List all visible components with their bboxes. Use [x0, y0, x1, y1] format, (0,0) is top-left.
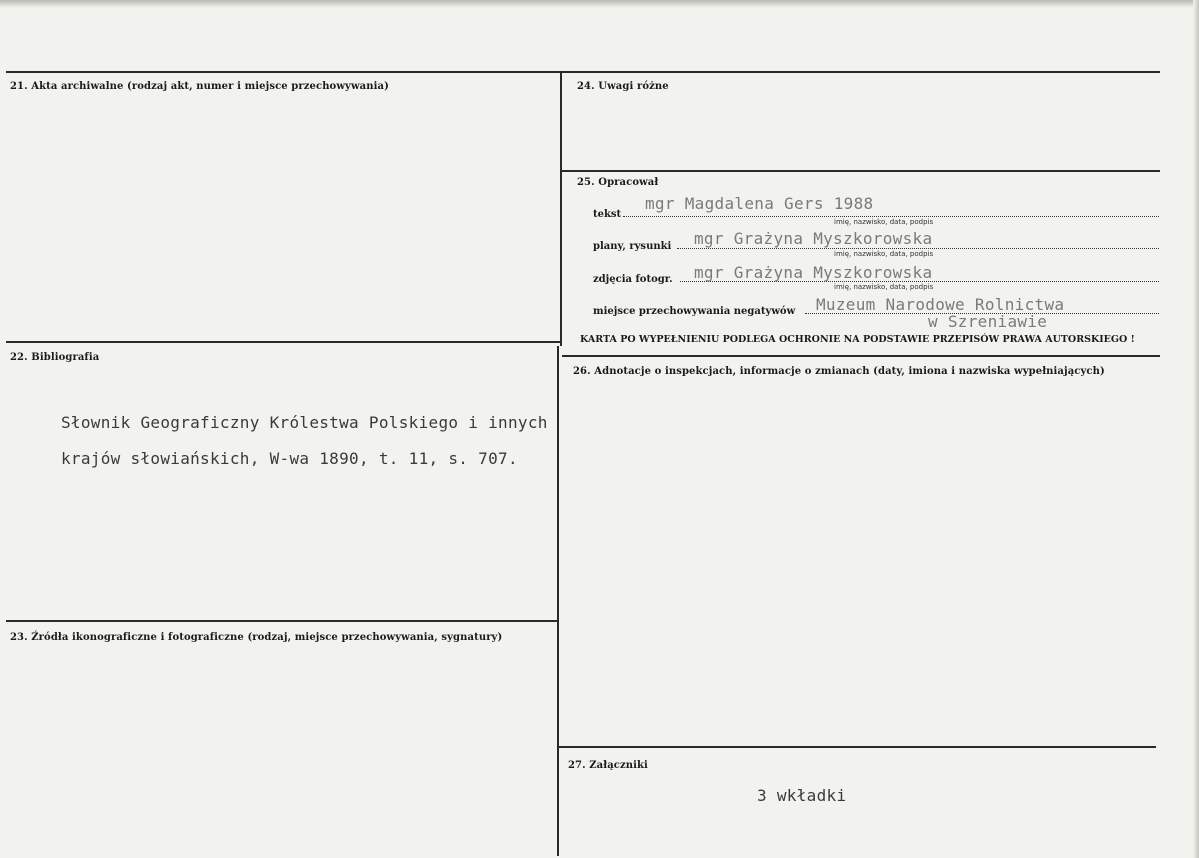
rule-center-lower — [557, 346, 559, 856]
plany-dotted-line — [677, 248, 1159, 249]
plany-caption: imię, nazwisko, data, podpis — [834, 250, 934, 258]
zdjecia-label: zdjęcia fotogr. — [593, 274, 673, 285]
tekst-dotted-line — [623, 216, 1159, 217]
tekst-caption: imię, nazwisko, data, podpis — [834, 218, 934, 226]
miejsce-value-line2: w Szreniawie — [928, 312, 1048, 331]
paper-edge-top — [0, 0, 1199, 8]
plany-label: plany, rysunki — [593, 241, 672, 252]
copyright-warning: KARTA PO WYPEŁNIENIU PODLEGA OCHRONIE NA PODSTAWIE PRZEPISÓW PRAWA AUTORSKIEGO ! — [580, 334, 1135, 345]
paper-edge-right — [1193, 0, 1199, 858]
zdjecia-value: mgr Grażyna Myszkorowska — [694, 263, 933, 282]
miejsce-label: miejsce przechowywania negatywów — [593, 306, 796, 317]
tekst-value: mgr Magdalena Gers 1988 — [645, 194, 874, 213]
miejsce-value-line1: Muzeum Narodowe Rolnictwa — [816, 295, 1065, 314]
zdjecia-caption: imię, nazwisko, data, podpis — [834, 283, 934, 291]
section-26-label: 26. Adnotacje o inspekcjach, informacje o zmianach (daty, imiona i nazwiska wypełniających) — [573, 366, 1105, 377]
rule-22-23 — [6, 620, 559, 622]
section-22-label: 22. Bibliografia — [10, 352, 100, 363]
attachments-value: 3 wkładki — [757, 786, 847, 805]
rule-26-27 — [559, 746, 1156, 748]
rule-25-26 — [562, 355, 1160, 357]
rule-center-upper — [560, 71, 562, 346]
section-24-label: 24. Uwagi różne — [577, 81, 669, 92]
rule-24-25 — [562, 170, 1160, 172]
section-21-label: 21. Akta archiwalne (rodzaj akt, numer i miejsce przechowywania) — [10, 81, 389, 92]
rule-21-22 — [6, 341, 561, 343]
rule-top — [6, 71, 1160, 73]
bibliography-line-2: krajów słowiańskich, W-wa 1890, t. 11, s. 707. — [61, 449, 518, 468]
plany-value: mgr Grażyna Myszkorowska — [694, 229, 933, 248]
bibliography-line-1: Słownik Geograficzny Królestwa Polskiego i innych — [61, 413, 548, 432]
section-25-label: 25. Opracował — [577, 177, 659, 188]
section-27-label: 27. Załączniki — [568, 760, 648, 771]
section-23-label: 23. Źródła ikonograficzne i fotograficzne (rodzaj, miejsce przechowywania, sygnatury) — [10, 632, 503, 643]
tekst-label: tekst — [593, 209, 622, 220]
